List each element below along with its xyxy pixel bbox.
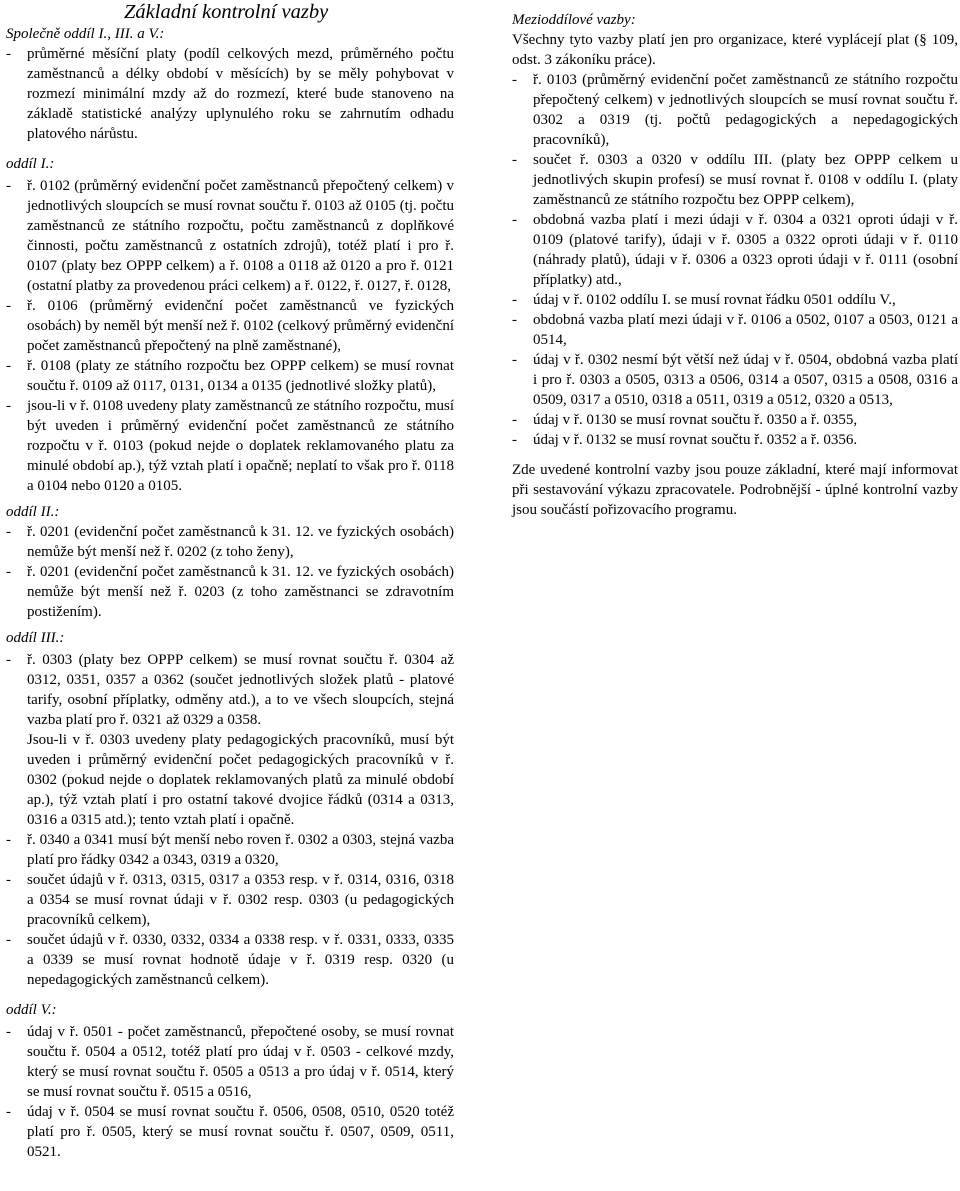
bullet-dash: - <box>6 564 11 580</box>
item-text: ř. 0102 (průměrný evidenční počet zaměstnanců přepočtený celkem) v jednotlivých sloupcích se musí rovnat součtu ř. 0103 až 0105 (tj. počtu zaměstnanců ze státního rozpočtu, počtu zaměstnanců z doplňkové činnosti, počtu zaměstnanců z ostatních zdrojů), totéž platí i pro ř. 0107 (platy bez OPPP celkem) a ř. 0108 a 0118 až 0120 a pro ř. 0121 (ostatní platby za provedenou práci celkem) a ř. 0122, ř. 0127, ř. 0128, <box>27 178 454 294</box>
section-1-label: oddíl I.: <box>6 156 55 172</box>
bullet-dash: - <box>6 178 11 194</box>
item-text: údaj v ř. 0302 nesmí být větší než údaj v ř. 0504, obdobná vazba platí i pro ř. 0303 a 0505, 0313 a 0506, 0314 a 0507, 0315 a 0508, 0316 a 0509, 0317 a 0510, 0318 a 0511, 0319 a 0512, 0320 a 0513, <box>533 352 958 408</box>
section-5-label: oddíl V.: <box>6 1002 57 1018</box>
item-text: ř. 0201 (evidenční počet zaměstnanců k 31. 12. ve fyzických osobách) nemůže být menší než ř. 0202 (z toho ženy), <box>27 524 454 560</box>
bullet-dash: - <box>6 298 11 314</box>
list-item <box>6 176 454 296</box>
bullet-dash: - <box>6 1024 11 1040</box>
item-text: údaj v ř. 0102 oddílu I. se musí rovnat řádku 0501 oddílu V., <box>533 292 896 308</box>
right-column <box>512 0 958 520</box>
bullet-dash: - <box>6 832 11 848</box>
list-item <box>6 830 454 870</box>
list-item <box>512 350 958 410</box>
list-item <box>512 310 958 350</box>
common-sections-label: Společně oddíl I., III. a V.: <box>6 26 165 42</box>
item-text: ř. 0106 (průměrný evidenční počet zaměstnanců ve fyzických osobách) by neměl být menší než ř. 0102 (celkový průměrný evidenční počet zaměstnanců přepočtený na plně zaměstnané), <box>27 298 454 354</box>
list-item <box>6 1102 454 1162</box>
item-text: součet údajů v ř. 0330, 0332, 0334 a 0338 resp. v ř. 0331, 0333, 0335 a 0339 se musí rovnat hodnotě údaje v ř. 0319 resp. 0320 (u nepedagogických zaměstnanců celkem). <box>27 932 454 988</box>
section-3-label: oddíl III.: <box>6 630 65 646</box>
item-text: jsou-li v ř. 0108 uvedeny platy zaměstnanců ze státního rozpočtu, musí být uveden i průměrný evidenční počet zaměstnanců ze státního rozpočtu v ř. 0103 (pokud nejde o doplatek reklamovaného platu za minulé období ap.), týž vztah platí i opačně; neplatí to však pro ř. 0118 a 0104 nebo 0120 a 0105. <box>27 398 454 494</box>
inter-section-label: Mezioddílové vazby: <box>512 12 636 28</box>
item-text: průměrné měsíční platy (podíl celkových mezd, průměrného počtu zaměstnanců a délky období v měsících) by se měly pohybovat v rozmezí minimální mzdy až do rozmezí, které bude stanoveno na základě statistické analýzy uplynulého roku se zahrnutím odhadu platového nárůstu. <box>27 46 454 142</box>
bullet-dash: - <box>6 652 11 668</box>
bullet-dash: - <box>512 212 517 228</box>
bullet-dash: - <box>512 152 517 168</box>
list-item <box>6 930 454 990</box>
item-text: ř. 0103 (průměrný evidenční počet zaměstnanců ze státního rozpočtu přepočtený celkem) v jednotlivých sloupcích se musí rovnat součtu ř. 0302 a 0319 (tj. počtů pedagogických a nepedagogických pracovníků), <box>533 72 958 148</box>
bullet-dash: - <box>512 352 517 368</box>
bullet-dash: - <box>6 1104 11 1120</box>
list-item <box>6 44 454 144</box>
bullet-dash: - <box>512 292 517 308</box>
closing-paragraph: Zde uvedené kontrolní vazby jsou pouze základní, které mají informovat při sestavování výkazu zpracovatele. Podrobnější - úplné kontrolní vazby jsou součástí pořizovacího programu. <box>512 462 958 518</box>
bullet-dash: - <box>6 932 11 948</box>
item-text: údaj v ř. 0504 se musí rovnat součtu ř. 0506, 0508, 0510, 0520 totéž platí pro ř. 0505, který se musí rovnat součtu ř. 0507, 0509, 0511, 0521. <box>27 1104 454 1160</box>
item-text: ř. 0201 (evidenční počet zaměstnanců k 31. 12. ve fyzických osobách) nemůže být menší než ř. 0203 (z toho zaměstnanci se zdravotním postižením). <box>27 564 454 620</box>
item-text: údaj v ř. 0130 se musí rovnat součtu ř. 0350 a ř. 0355, <box>533 412 858 428</box>
bullet-dash: - <box>6 398 11 414</box>
item-text: ř. 0108 (platy ze státního rozpočtu bez OPPP celkem) se musí rovnat součtu ř. 0109 až 0117, 0131, 0134 a 0135 (jednotlivé složky platů), <box>27 358 454 394</box>
section-2-label: oddíl II.: <box>6 504 60 520</box>
list-item <box>6 562 454 622</box>
list-item <box>512 210 958 290</box>
list-item <box>512 70 958 150</box>
list-item <box>6 522 454 562</box>
item-text: součet ř. 0303 a 0320 v oddílu III. (platy bez OPPP celkem u jednotlivých skupin profesí) se musí rovnat ř. 0108 v oddílu I. (platy zaměstnanců ze státního rozpočtu bez OPPP celkem), <box>533 152 958 208</box>
item-text: údaj v ř. 0501 - počet zaměstnanců, přepočtené osoby, se musí rovnat součtu ř. 0504 a 0512, totéž platí pro údaj v ř. 0503 - celkové mzdy, který se musí rovnat součtu ř. 0505 a 0513 a pro údaj v ř. 0514, který se musí rovnat součtu ř. 0515 a 0516, <box>27 1024 454 1100</box>
list-item <box>6 1022 454 1102</box>
list-item <box>512 410 958 430</box>
item-text: ř. 0303 (platy bez OPPP celkem) se musí rovnat součtu ř. 0304 až 0312, 0351, 0357 a 0362 (součet jednotlivých složek platů - platové tarify, osobní příplatky, odměny atd.), a to ve všech sloupcích, stejná vazba platí pro ř. 0321 až 0329 a 0358. <box>27 652 454 728</box>
page-title: Základní kontrolní vazby <box>124 1 329 23</box>
bullet-dash: - <box>512 412 517 428</box>
list-item <box>6 296 454 356</box>
bullet-dash: - <box>512 432 517 448</box>
list-item <box>6 396 454 496</box>
item-continuation: Jsou-li v ř. 0303 uvedeny platy pedagogických pracovníků, musí být uveden i průměrný evidenční počet pedagogických pracovníků v ř. 0302 (pokud nejde o doplatek reklamovaných platů za minulé období ap.), týž vztah platí i pro ostatní takové dvojice řádků (0314 a 0313, 0316 a 0315 atd.); tento vztah platí i opačně. <box>27 732 454 828</box>
list-item <box>512 430 958 450</box>
list-item <box>6 356 454 396</box>
item-text: údaj v ř. 0132 se musí rovnat součtu ř. 0352 a ř. 0356. <box>533 432 858 448</box>
bullet-dash: - <box>6 46 11 62</box>
item-text: obdobná vazba platí i mezi údaji v ř. 0304 a 0321 oproti údaji v ř. 0109 (platové tarify), údaji v ř. 0305 a 0322 oproti údaji v ř. 0110 (náhrady platů), údaji v ř. 0306 a 0323 oproti údaji v ř. 0111 (osobní příplatky) atd., <box>533 212 958 288</box>
bullet-dash: - <box>6 524 11 540</box>
item-text: součet údajů v ř. 0313, 0315, 0317 a 0353 resp. v ř. 0314, 0316, 0318 a 0354 se musí rovnat údaji v ř. 0302 resp. 0303 (u pedagogických pracovníků celkem), <box>27 872 454 928</box>
bullet-dash: - <box>6 358 11 374</box>
list-item <box>512 150 958 210</box>
bullet-dash: - <box>512 312 517 328</box>
item-text: ř. 0340 a 0341 musí být menší nebo roven ř. 0302 a 0303, stejná vazba platí pro řádky 0342 a 0343, 0319 a 0320, <box>27 832 454 868</box>
bullet-dash: - <box>6 872 11 888</box>
list-item <box>6 870 454 930</box>
list-item <box>512 290 958 310</box>
left-column <box>6 0 454 1162</box>
inter-section-intro: Všechny tyto vazby platí jen pro organizace, které vyplácejí plat (§ 109, odst. 3 zákoníku práce). <box>512 32 958 68</box>
item-text: obdobná vazba platí mezi údaji v ř. 0106 a 0502, 0107 a 0503, 0121 a 0514, <box>533 312 958 348</box>
bullet-dash: - <box>512 72 517 88</box>
list-item <box>6 650 454 730</box>
